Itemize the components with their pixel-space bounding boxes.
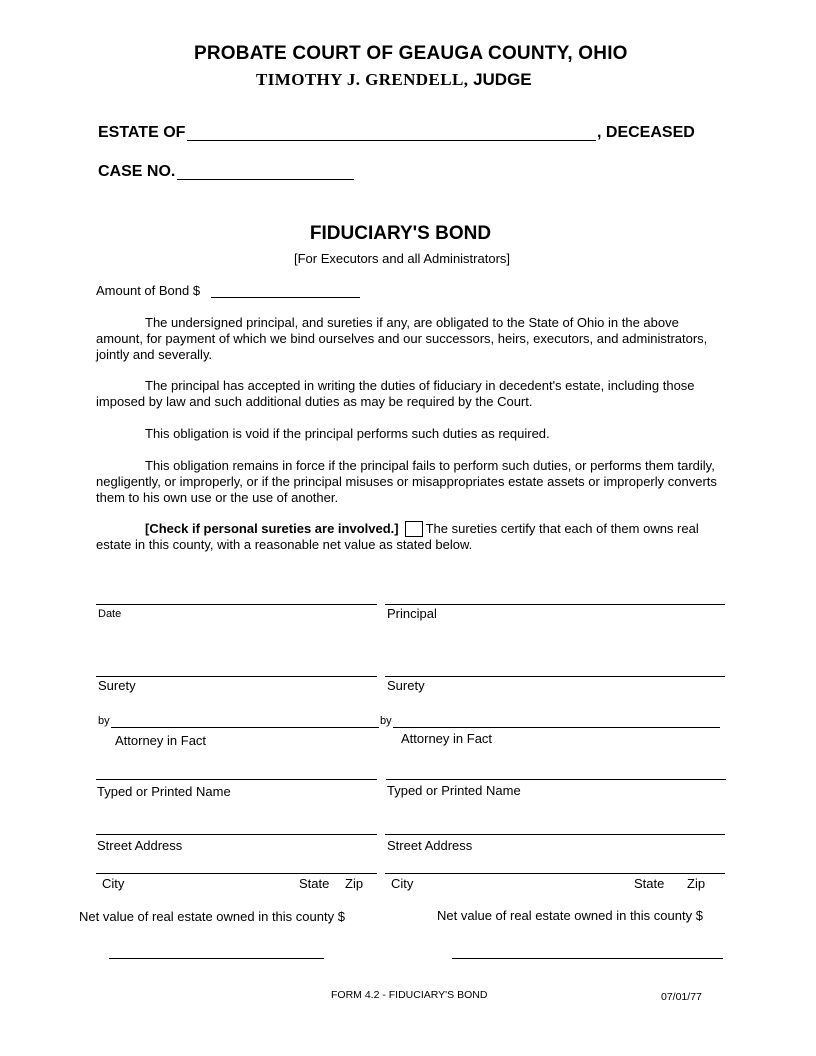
street-1-label: Street Address xyxy=(97,838,183,853)
city-2-line[interactable] xyxy=(385,873,725,874)
paragraph-sureties xyxy=(96,521,728,553)
paragraph-void xyxy=(96,426,728,442)
street-2-line[interactable] xyxy=(385,834,725,835)
paragraph-force-text: This obligation remains in force if the principal fails to perform such duties, or performs them tardily, negligently, or improperly, or if the principal misuses or misappropriates estate assets or improperly converts them to his own use or the use of another. xyxy=(96,458,717,505)
city-1-label: City xyxy=(102,876,125,891)
surety-1-line[interactable] xyxy=(96,676,377,677)
street-1-line[interactable] xyxy=(96,834,377,835)
paragraph-duties xyxy=(96,378,728,410)
net-value-2-label: Net value of real estate owned in this county $ xyxy=(437,908,703,923)
sureties-checkbox[interactable] xyxy=(405,521,423,537)
sureties-check-label: [Check if personal sureties are involved.] xyxy=(145,521,399,536)
zip-1-label: Zip xyxy=(345,876,364,891)
form-title: FIDUCIARY'S BOND xyxy=(309,223,492,244)
paragraph-void-text: This obligation is void if the principal performs such duties as required. xyxy=(145,426,550,441)
court-heading: PROBATE COURT OF GEAUGA COUNTY, OHIO xyxy=(194,43,628,64)
case-number-label: CASE NO. xyxy=(98,163,176,180)
state-2-label: State xyxy=(634,876,665,891)
amount-field[interactable] xyxy=(211,297,360,298)
net-value-2-line[interactable] xyxy=(452,958,723,959)
form-revision-date: 07/01/77 xyxy=(661,991,702,1003)
paragraph-obligation-text: The undersigned principal, and sureties if any, are obligated to the State of Ohio in the above amount, for payment of which we bind ourselves and our successors, heirs, executors, and administrators, jointly and severally. xyxy=(96,315,708,362)
case-number-field[interactable] xyxy=(177,179,354,180)
net-value-1-line[interactable] xyxy=(109,958,324,959)
attorney-2-label: Attorney in Fact xyxy=(401,731,493,746)
judge-name: TIMOTHY J. GRENDELL, xyxy=(256,70,469,89)
paragraph-duties-text: The principal has accepted in writing the duties of fiduciary in decedent's estate, including those imposed by law and such additional duties as may be required by the Court. xyxy=(96,378,695,409)
form-subtitle: [For Executors and all Administrators] xyxy=(293,251,511,266)
date-line[interactable] xyxy=(96,604,377,605)
judge-line xyxy=(256,70,532,90)
city-2-label: City xyxy=(391,876,414,891)
typed-name-2-line[interactable] xyxy=(386,779,726,780)
deceased-label: , DECEASED xyxy=(597,124,695,141)
estate-label: ESTATE OF xyxy=(98,124,186,141)
typed-name-1-line[interactable] xyxy=(96,779,377,780)
net-value-1-label: Net value of real estate owned in this county $ xyxy=(79,909,345,924)
amount-label: Amount of Bond $ xyxy=(96,283,201,298)
by-2-line[interactable] xyxy=(393,727,720,728)
by-2-label: by xyxy=(380,715,392,727)
by-1-label: by xyxy=(98,715,110,727)
state-1-label: State xyxy=(299,876,330,891)
estate-name-field[interactable] xyxy=(187,140,596,141)
paragraph-obligation xyxy=(96,315,728,363)
paragraph-force xyxy=(96,458,728,506)
surety-2-label: Surety xyxy=(387,678,425,693)
principal-line[interactable] xyxy=(385,604,725,605)
surety-1-label: Surety xyxy=(98,678,136,693)
attorney-1-label: Attorney in Fact xyxy=(115,733,207,748)
sureties-text: The sureties certify that each of them owns real estate in this county, with a reasonable net value as stated below. xyxy=(96,521,699,552)
date-label: Date xyxy=(98,608,122,620)
form-footer: FORM 4.2 - FIDUCIARY'S BOND xyxy=(331,989,488,1001)
by-1-line[interactable] xyxy=(111,727,379,728)
principal-label: Principal xyxy=(387,606,437,621)
street-2-label: Street Address xyxy=(387,838,473,853)
surety-2-line[interactable] xyxy=(385,676,725,677)
zip-2-label: Zip xyxy=(687,876,706,891)
judge-title: JUDGE xyxy=(473,70,532,89)
city-1-line[interactable] xyxy=(96,873,377,874)
typed-name-2-label: Typed or Printed Name xyxy=(387,783,521,798)
typed-name-1-label: Typed or Printed Name xyxy=(97,784,231,799)
